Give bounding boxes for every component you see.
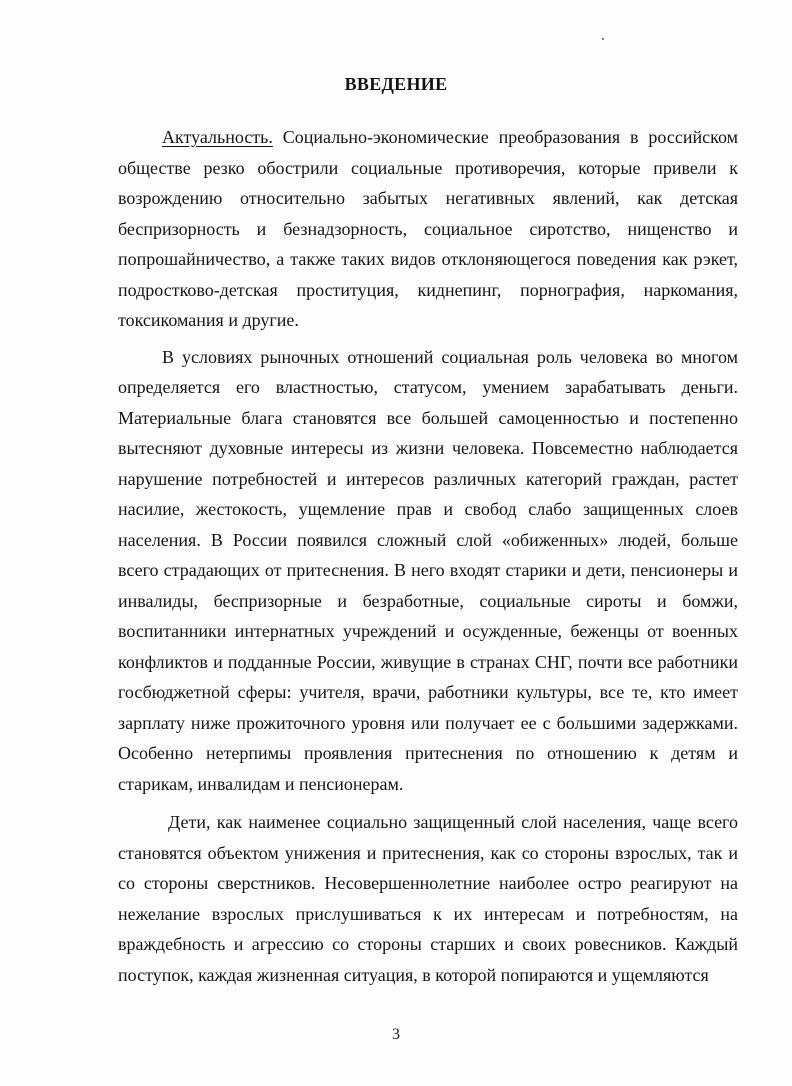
paragraph-market-relations: В условиях рыночных отношений социальная роль человека во многом определяется его властностью, статусом, умением зарабатывать деньги. Материальные блага становятся все большей самоценностью и постепенно вытесняют духовные интересы из жизни человека. Повсеместно наблюдается нарушение потребностей и интересов различных категорий граждан, растет насилие, жестокость, ущемление прав и свобод слабо защищенных слоев населения. В России появился сложный слой «обиженных» людей, больше всего страдающих от притеснения. В него входят старики и дети, пенсионеры и инвалиды, беспризорные и безработные, социальные сироты и бомжи, воспитанники интернатных учреждений и осужденные, беженцы от военных конфликтов и подданные России, живущие в странах СНГ, почти все работники госбюджетной сферы: учителя, врачи, работники культуры, все те, кто имеет зарплату ниже прожиточного уровня или получает ее с большими задержками. Особенно нетерпимы проявления притеснения по отношению к детям и старикам, инвалидам и пенсионерам.	[118, 346, 738, 794]
page-number: 3	[392, 1026, 400, 1043]
paragraph-relevance	[118, 122, 738, 336]
paragraph-text: Социально-экономические преобразования в российском обществе резко обострили социальные противоречия, которые привели к возрождению относительно забытых негативных явлений, как детская беспризорность и безнадзорность, социальное сиротство, нищенство и попрошайничество, а также таких видов отклоняющегося поведения как рэкет, подростково-детская проституция, киднепинг, порнография, наркомания, токсикомания и другие.	[118, 127, 738, 330]
scan-speck	[602, 38, 604, 40]
body-text	[118, 122, 738, 990]
page-title: ВВЕДЕНИЕ	[344, 74, 448, 94]
paragraph-children: Дети, как наименее социально защищенный слой населения, чаще всего становятся объектом унижения и притеснения, как со стороны взрослых, так и со стороны сверстников. Несовершеннолетние наиболее остро реагируют на нежелание взрослых прислушиваться к их интересам и потребностям, на враждебность и агрессию со стороны старших и своих ровесников. Каждый поступок, каждая жизненная ситуация, в которой попираются и ущемляются	[118, 812, 738, 985]
paragraph-lead-underlined: Актуальность.	[162, 127, 273, 147]
